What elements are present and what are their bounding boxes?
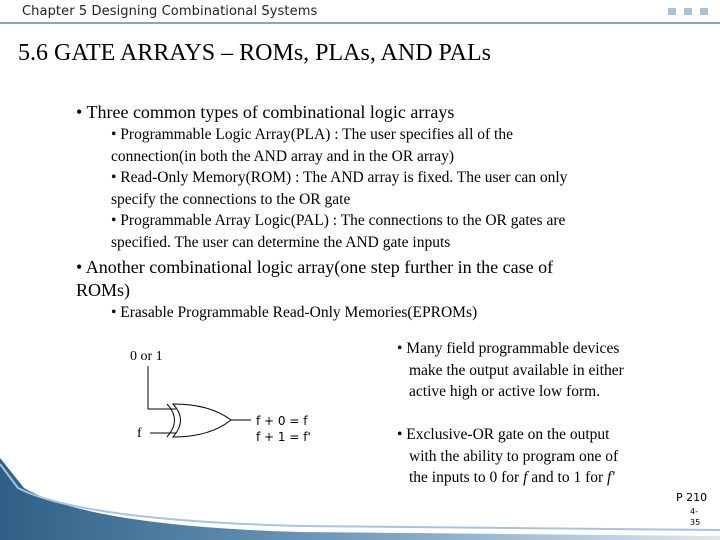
pal-line-1: • Programmable Array Logic(PAL) : The connections to the OR gates are bbox=[111, 212, 566, 229]
xor-line-1: • Exclusive-OR gate on the output bbox=[397, 426, 610, 443]
input-label-f: f bbox=[137, 426, 142, 441]
slide-title: 5.6 GATE ARRAYS – ROMs, PLAs, AND PALs bbox=[18, 40, 492, 66]
xor-line-3-mid: and to 1 for bbox=[527, 469, 608, 486]
xor-line-2: with the ability to program one of bbox=[409, 447, 619, 465]
slide-number-bottom: 35 bbox=[690, 518, 701, 527]
pal-line-2: specified. The user can determine the AND gate inputs bbox=[111, 233, 451, 251]
xor-gate-wires bbox=[148, 366, 251, 437]
xor-f: f bbox=[523, 469, 528, 486]
pla-line-2: connection(in both the AND array and in the OR array) bbox=[111, 147, 455, 165]
pla-line-1: • Programmable Logic Array(PLA) : The user specifies all of the bbox=[111, 126, 513, 143]
chapter-header: Chapter 5 Designing Combinational Systems bbox=[22, 4, 318, 19]
input-label-0-or-1: 0 or 1 bbox=[130, 349, 163, 364]
many-line-2: make the output available in either bbox=[409, 361, 624, 379]
another-line-1: • Another combinational logic array(one step further in the case of bbox=[76, 257, 554, 277]
xor-f-prime: f' bbox=[607, 469, 615, 486]
page-reference: P 210 bbox=[676, 491, 708, 504]
bullet-three-types: • Three common types of combinational logic arrays bbox=[76, 102, 455, 122]
many-line-1: • Many field programmable devices bbox=[397, 340, 620, 357]
sub-bullet-eprom: • Erasable Programmable Read-Only Memories(EPROMs) bbox=[111, 304, 478, 321]
slide-number-top: 4- bbox=[690, 507, 698, 516]
equation-f-plus-0: f + 0 = f bbox=[256, 414, 308, 428]
xor-gate-body bbox=[173, 404, 231, 437]
note-field-programmable bbox=[397, 338, 624, 403]
rom-line-2: specify the connections to the OR gate bbox=[111, 190, 351, 208]
xor-line-3-pre: the inputs to 0 for bbox=[409, 469, 524, 486]
rom-line-1: • Read-Only Memory(ROM) : The AND array is fixed. The user can only bbox=[111, 169, 568, 186]
another-line-2: ROMs) bbox=[76, 280, 131, 300]
equation-f-plus-1: f + 1 = f' bbox=[256, 430, 311, 444]
many-line-3: active high or active low form. bbox=[409, 383, 601, 400]
bottom-bar-shape bbox=[0, 458, 720, 540]
bottom-decoration bbox=[0, 458, 720, 540]
